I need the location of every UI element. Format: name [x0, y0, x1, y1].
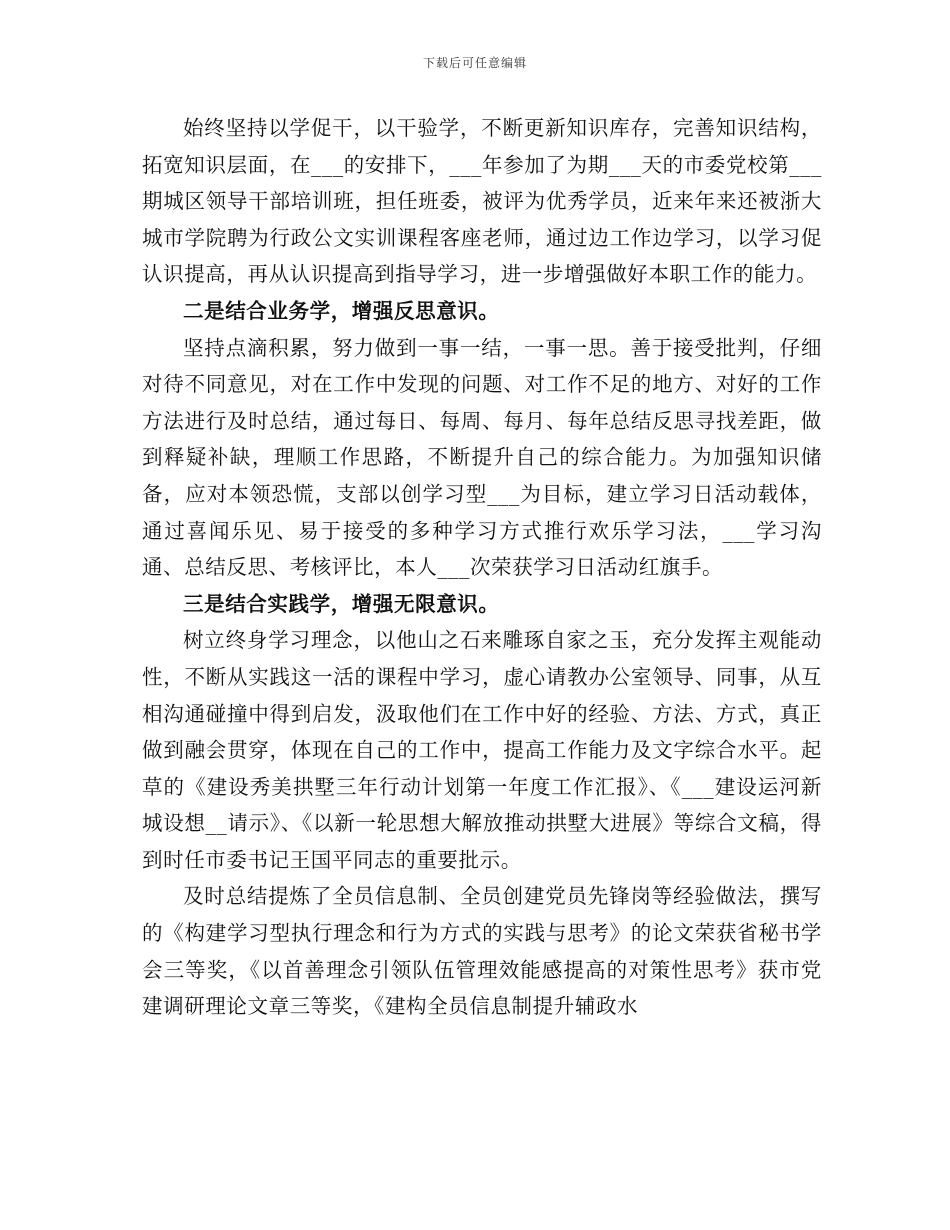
document-body	[142, 110, 822, 1025]
paragraph-practice: 树立终身学习理念，以他山之石来雕琢自家之玉，充分发挥主观能动性，不断从实践这一活的课程中学习，虚心请教办公室领导、同事，从互相沟通碰撞中得到启发，汲取他们在工作中好的经验、方法、方式，真正做到融会贯穿，体现在自己的工作中，提高工作能力及文字综合水平。起草的《建设秀美拱墅三年行动计划第一年度工作汇报》、《___建设运河新城设想__请示》、《以新一轮思想大解放推动拱墅大进展》等综合文稿，得到时任市委书记王国平同志的重要批示。	[142, 628, 822, 872]
section-heading-business-study: 二是结合业务学，增强反思意识。	[183, 298, 500, 323]
paragraph-study-practice: 始终坚持以学促干，以干验学，不断更新知识库存，完善知识结构，拓宽知识层面，在___的安排下，___年参加了为期___天的市委党校第___期城区领导干部培训班，担任班委，被评为优秀学员，近来年来还被浙大城市学院聘为行政公文实训课程客座老师，通过边工作边学习，以学习促认识提高，再从认识提高到指导学习，进一步增强做好本职工作的能力。	[142, 116, 822, 287]
paragraph-reflection: 坚持点滴积累，努力做到一事一结，一事一思。善于接受批判，仔细对待不同意见，对在工作中发现的问题、对工作不足的地方、对好的工作方法进行及时总结，通过每日、每周、每月、每年总结反思寻找差距，做到释疑补缺，理顺工作思路，不断提升自己的综合能力。为加强知识储备，应对本领恐慌，支部以创学习型___为目标，建立学习日活动载体，通过喜闻乐见、易于接受的多种学习方式推行欢乐学习法，___学习沟通、总结反思、考核评比，本人___次荣获学习日活动红旗手。	[142, 335, 822, 580]
section-heading-practice-study: 三是结合实践学，增强无限意识。	[183, 591, 500, 616]
page-header: 下载后可任意编辑	[422, 56, 527, 70]
paragraph-summary: 及时总结提炼了全员信息制、全员创建党员先锋岗等经验做法，撰写的《构建学习型执行理念和行为方式的实践与思考》的论文荣获省秘书学会三等奖，《以首善理念引领队伍管理效能感提高的对策性思考》获市党建调研理论文章三等奖，《建构全员信息制提升辅政水	[142, 884, 822, 1019]
